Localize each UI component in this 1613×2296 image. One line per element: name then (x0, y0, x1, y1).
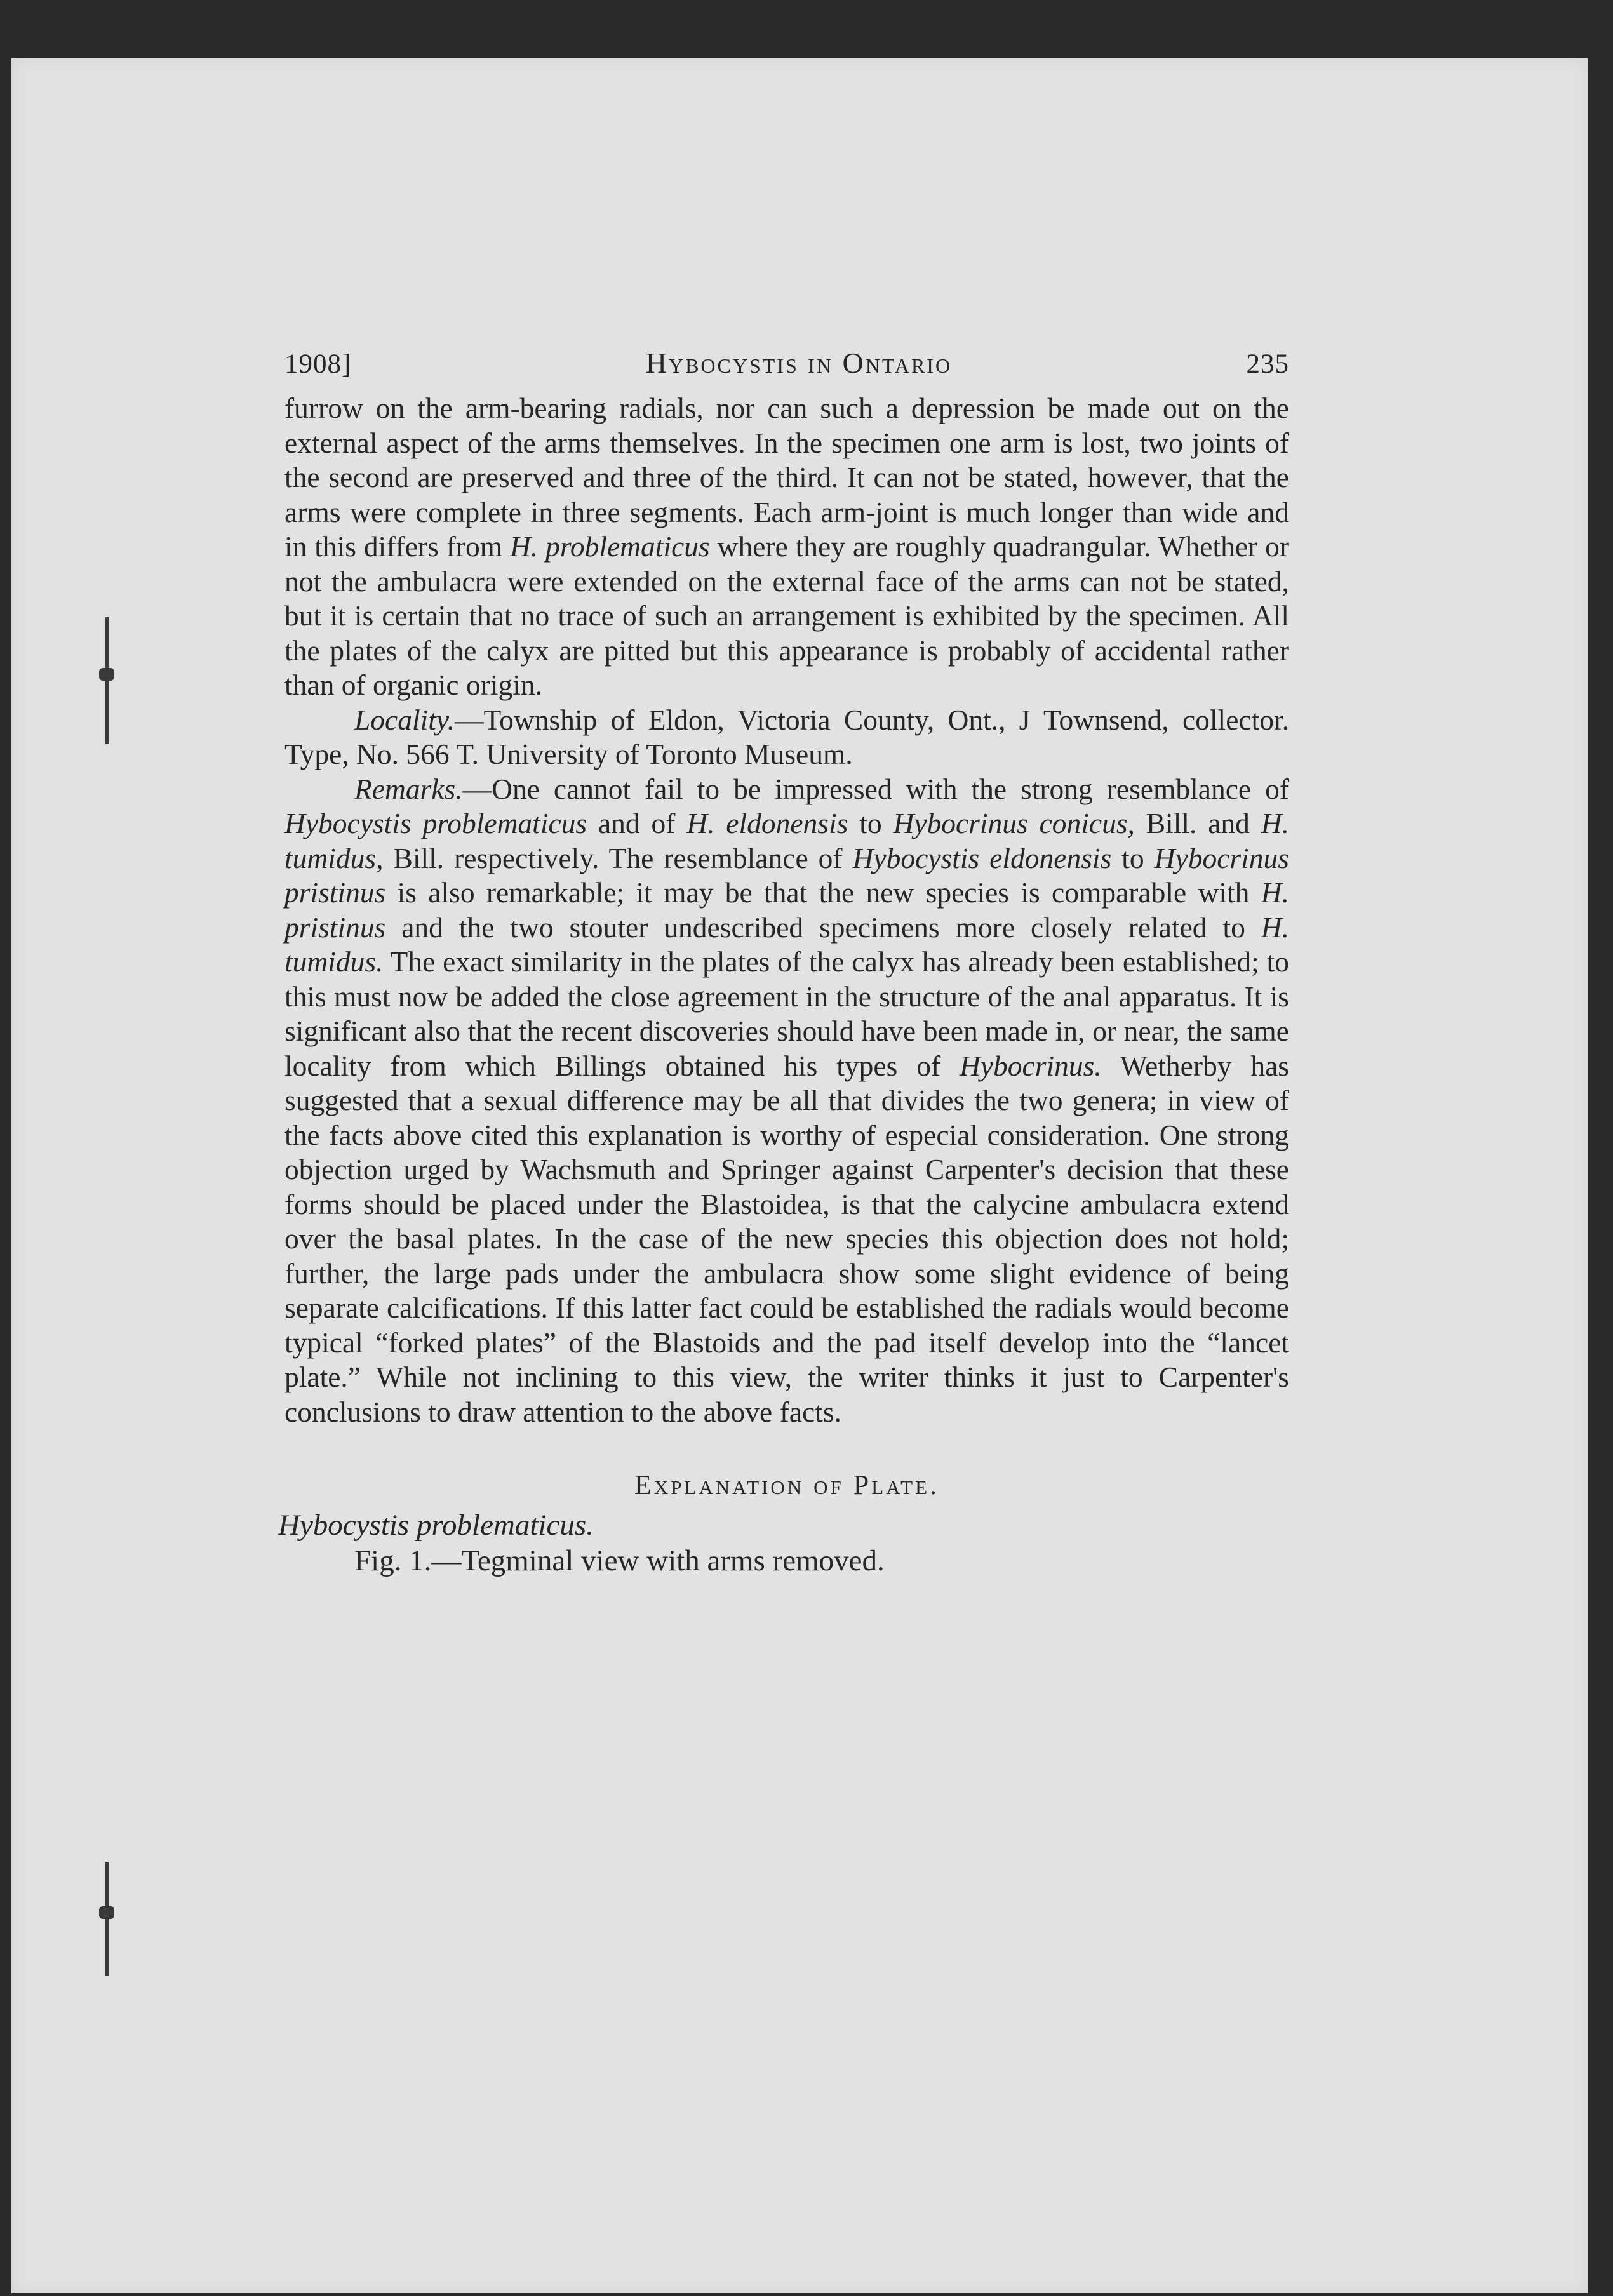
header-year: 1908] (284, 349, 352, 379)
binding-thread-line (105, 617, 109, 744)
binding-thread-line (105, 1862, 109, 1976)
paragraph-continued (284, 391, 1289, 703)
binding-thread-knot (99, 1906, 114, 1919)
plate-explanation-heading: Explanation of Plate. (634, 1469, 940, 1500)
text-run: to (1111, 841, 1155, 874)
italic-taxon: H. pristinus (284, 876, 1289, 944)
text-run: Wetherby has suggested that a sexual difference may be all that divides the two genera; in view of the facts above cited this explanation is worthy of especial consideration. One strong objection urged by Wachsmuth and Springer against Carpenter's decision that these forms should be placed under the Blastoidea, is that the calycine ambulacra extend over the basal plates. In the case of the new species this objection does not hold; further, the large pads under the ambulacra show some slight evidence of being separate calcifications. If this latter fact could be established the radials would become typical “forked plates” of the Blastoids and the pad itself develop into the “lancet plate.” While not inclining to this view, the writer thinks it just to Carpenter's conclusions to draw attention to the above facts. (284, 1049, 1289, 1428)
binding-thread-mark (95, 604, 118, 757)
running-title: Hybocystis in Ontario (645, 347, 953, 379)
italic-taxon: Hybocystis eldonensis (852, 841, 1112, 874)
locality-text: —Township of Eldon, Victoria County, Ont., J Townsend, collector. Type, No. 566 T. University of Toronto Museum. (284, 703, 1289, 770)
text-run: where they are roughly quadrangular. Whether or not the ambulacra were extended on the external face of the arms can not be stated, but it is certain that no trace of such an arrangement is exhibited by the specimen. All the plates of the calyx are pitted but this appearance is probably of accidental rather than of organic origin. (284, 530, 1289, 701)
text-run: and the two stouter undescribed specimens more closely related to (385, 911, 1261, 944)
text-run: —One cannot fail to be impressed with the strong resemblance of (462, 772, 1289, 805)
italic-taxon: H. tumidus. (284, 911, 1289, 978)
text-run: Bill. and (1134, 807, 1261, 839)
running-header (284, 346, 1289, 380)
locality-label: Locality. (354, 703, 455, 736)
remarks-paragraph (284, 772, 1289, 1430)
text-run: to (848, 807, 894, 839)
text-run: and of (587, 807, 687, 839)
text-run: Bill. respectively. The resemblance of (383, 841, 853, 874)
italic-taxon: Hybocrinus. (959, 1049, 1102, 1082)
page-content (278, 346, 1289, 1578)
plate-figure-caption: Fig. 1.—Tegminal view with arms removed. (354, 1544, 885, 1577)
binding-thread-mark (95, 1855, 118, 1982)
italic-taxon: Hybocystis problematicus (284, 807, 587, 839)
italic-taxon: Hybocrinus conicus, (893, 807, 1135, 839)
italic-taxon: H. tumidus, (284, 807, 1289, 874)
italic-taxon: H. problematicus (509, 530, 710, 563)
page-number: 235 (1246, 349, 1289, 379)
italic-taxon: H. eldonensis (686, 807, 848, 839)
body-text (284, 391, 1289, 1429)
plate-species-name: Hybocystis problematicus. (278, 1509, 594, 1542)
italic-taxon: Hybocrinus pristinus (284, 841, 1289, 909)
binding-thread-knot (99, 668, 114, 681)
locality-paragraph (284, 703, 1289, 772)
text-run: furrow on the arm-bearing radials, nor can such a depression be made out on the external aspect of the arms themselves. In the specimen one arm is lost, two joints of the second are preserved and three of the third. It can not be stated, however, that the arms were complete in three segments. Each arm-joint is much longer than wide and in this differs from (284, 392, 1289, 563)
text-run: The exact similarity in the plates of the calyx has already been established; to this must now be added the close agreement in the structure of the anal apparatus. It is significant also that the recent discoveries should have been made in, or near, the same locality from which Billings obtained his types of (284, 945, 1289, 1082)
text-run: is also remarkable; it may be that the new species is comparable with (385, 876, 1261, 909)
remarks-label: Remarks. (354, 772, 463, 805)
